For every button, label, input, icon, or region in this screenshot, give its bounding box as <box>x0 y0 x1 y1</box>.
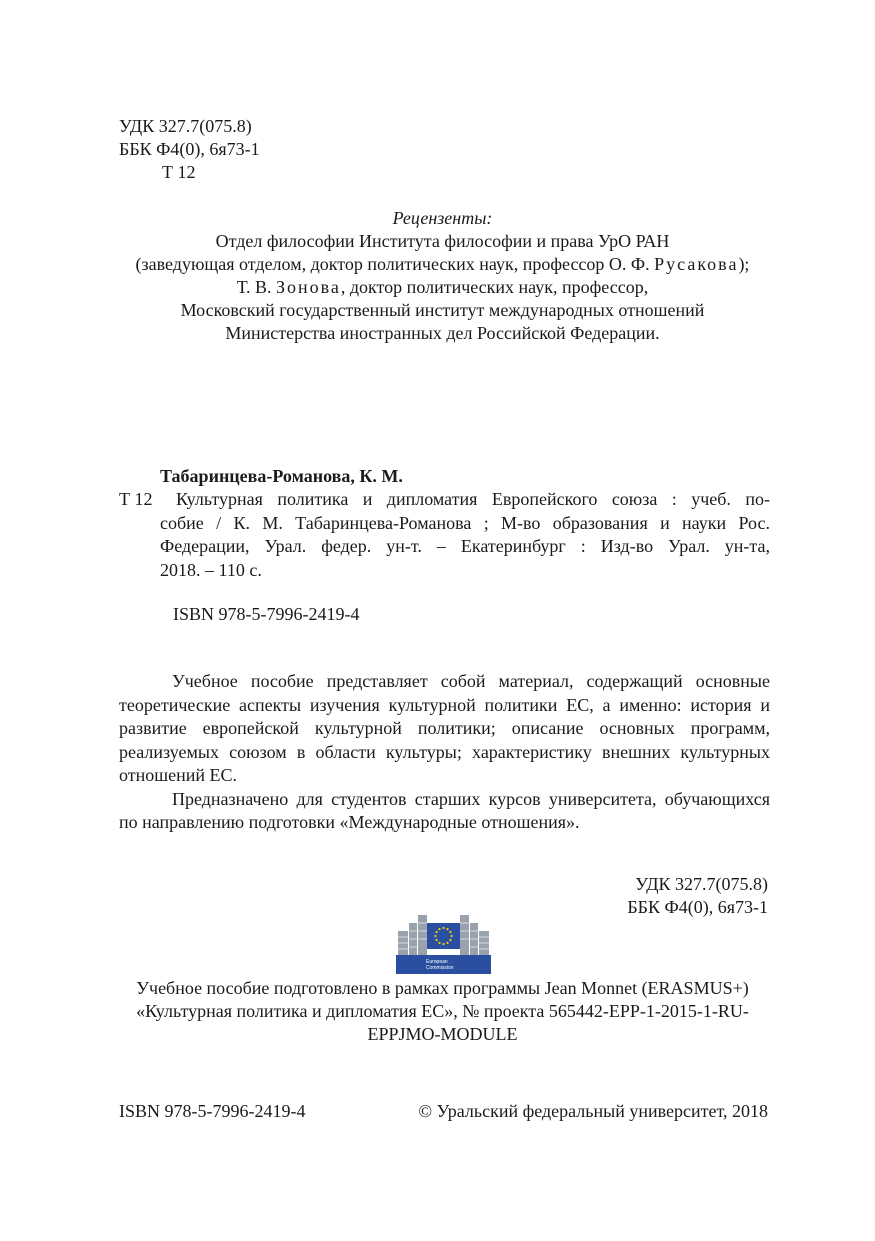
reviewer-line: Министерства иностранных дел Российской Федерации. <box>225 323 660 343</box>
footer-isbn: ISBN 978-5-7996-2419-4 <box>119 1101 306 1121</box>
reviewer-line: Т. В. Зонова, доктор политических наук, профессор, <box>236 277 649 297</box>
annotation-paragraph: Предназначено для студентов старших курсов университета, обучающихся по направлению подготовки «Международные отношения». <box>119 788 770 832</box>
annotation <box>119 670 770 835</box>
program-note <box>110 977 775 1046</box>
reviewer-line: Московский государственный институт международных отношений <box>180 300 705 320</box>
reviewer-line: (заведующая отделом, доктор политических наук, профессор О. Ф. Русакова); <box>135 254 750 274</box>
bbk-code: ББК Ф4(0), 6я73-1 <box>627 897 768 917</box>
logo-text-line2: Commission <box>426 965 454 971</box>
udk-code: УДК 327.7(075.8) <box>635 874 768 894</box>
european-commission-logo-icon <box>396 911 491 974</box>
reviewers-block <box>110 207 775 345</box>
description-line: Культурная политика и дипломатия Европейского союза : учеб. по- <box>176 489 770 509</box>
program-note-line: EPPJMO-MODULE <box>367 1024 518 1044</box>
catalog-mark: Т 12 <box>119 489 153 509</box>
classification-top <box>119 115 260 184</box>
logo-text-line1: European <box>426 959 448 965</box>
program-note-line: «Культурная политика и дипломатия ЕС», № проекта 565442-EPP-1-2015-1-RU- <box>136 1001 749 1021</box>
reviewers-title: Рецензенты: <box>392 208 493 228</box>
description-line: 2018. – 110 с. <box>160 559 262 580</box>
reviewer-line: Отдел философии Института философии и права УрО РАН <box>215 231 670 251</box>
description-line: собие / К. М. Табаринцева-Романова ; М-во образования и науки Рос. <box>160 512 770 533</box>
catalog-description <box>160 488 770 582</box>
catalog-author: Табаринцева-Романова, К. М. <box>160 466 403 486</box>
description-line: Федерации, Урал. федер. ун-т. – Екатеринбург : Изд-во Урал. ун-та, <box>160 536 770 556</box>
european-commission-logo <box>396 911 491 974</box>
annotation-paragraph: Учебное пособие представляет собой материал, содержащий основные теоретические аспекты изучения культурной политики ЕС, а именно: история и развитие европейской культурной политики; описание основных программ, реализуемых союзом в области культуры; характеристику внешних культурных отношений ЕС. <box>119 671 770 785</box>
udk-code: УДК 327.7(075.8) <box>119 116 252 136</box>
author-mark: Т 12 <box>162 162 196 182</box>
program-note-line: Учебное пособие подготовлено в рамках программы Jean Monnet (ERASMUS+) <box>136 978 749 998</box>
footer-copyright: © Уральский федеральный университет, 2018 <box>418 1101 768 1121</box>
classification-bottom <box>500 873 768 919</box>
bbk-code: ББК Ф4(0), 6я73-1 <box>119 139 260 159</box>
catalog-isbn: ISBN 978-5-7996-2419-4 <box>173 604 360 624</box>
